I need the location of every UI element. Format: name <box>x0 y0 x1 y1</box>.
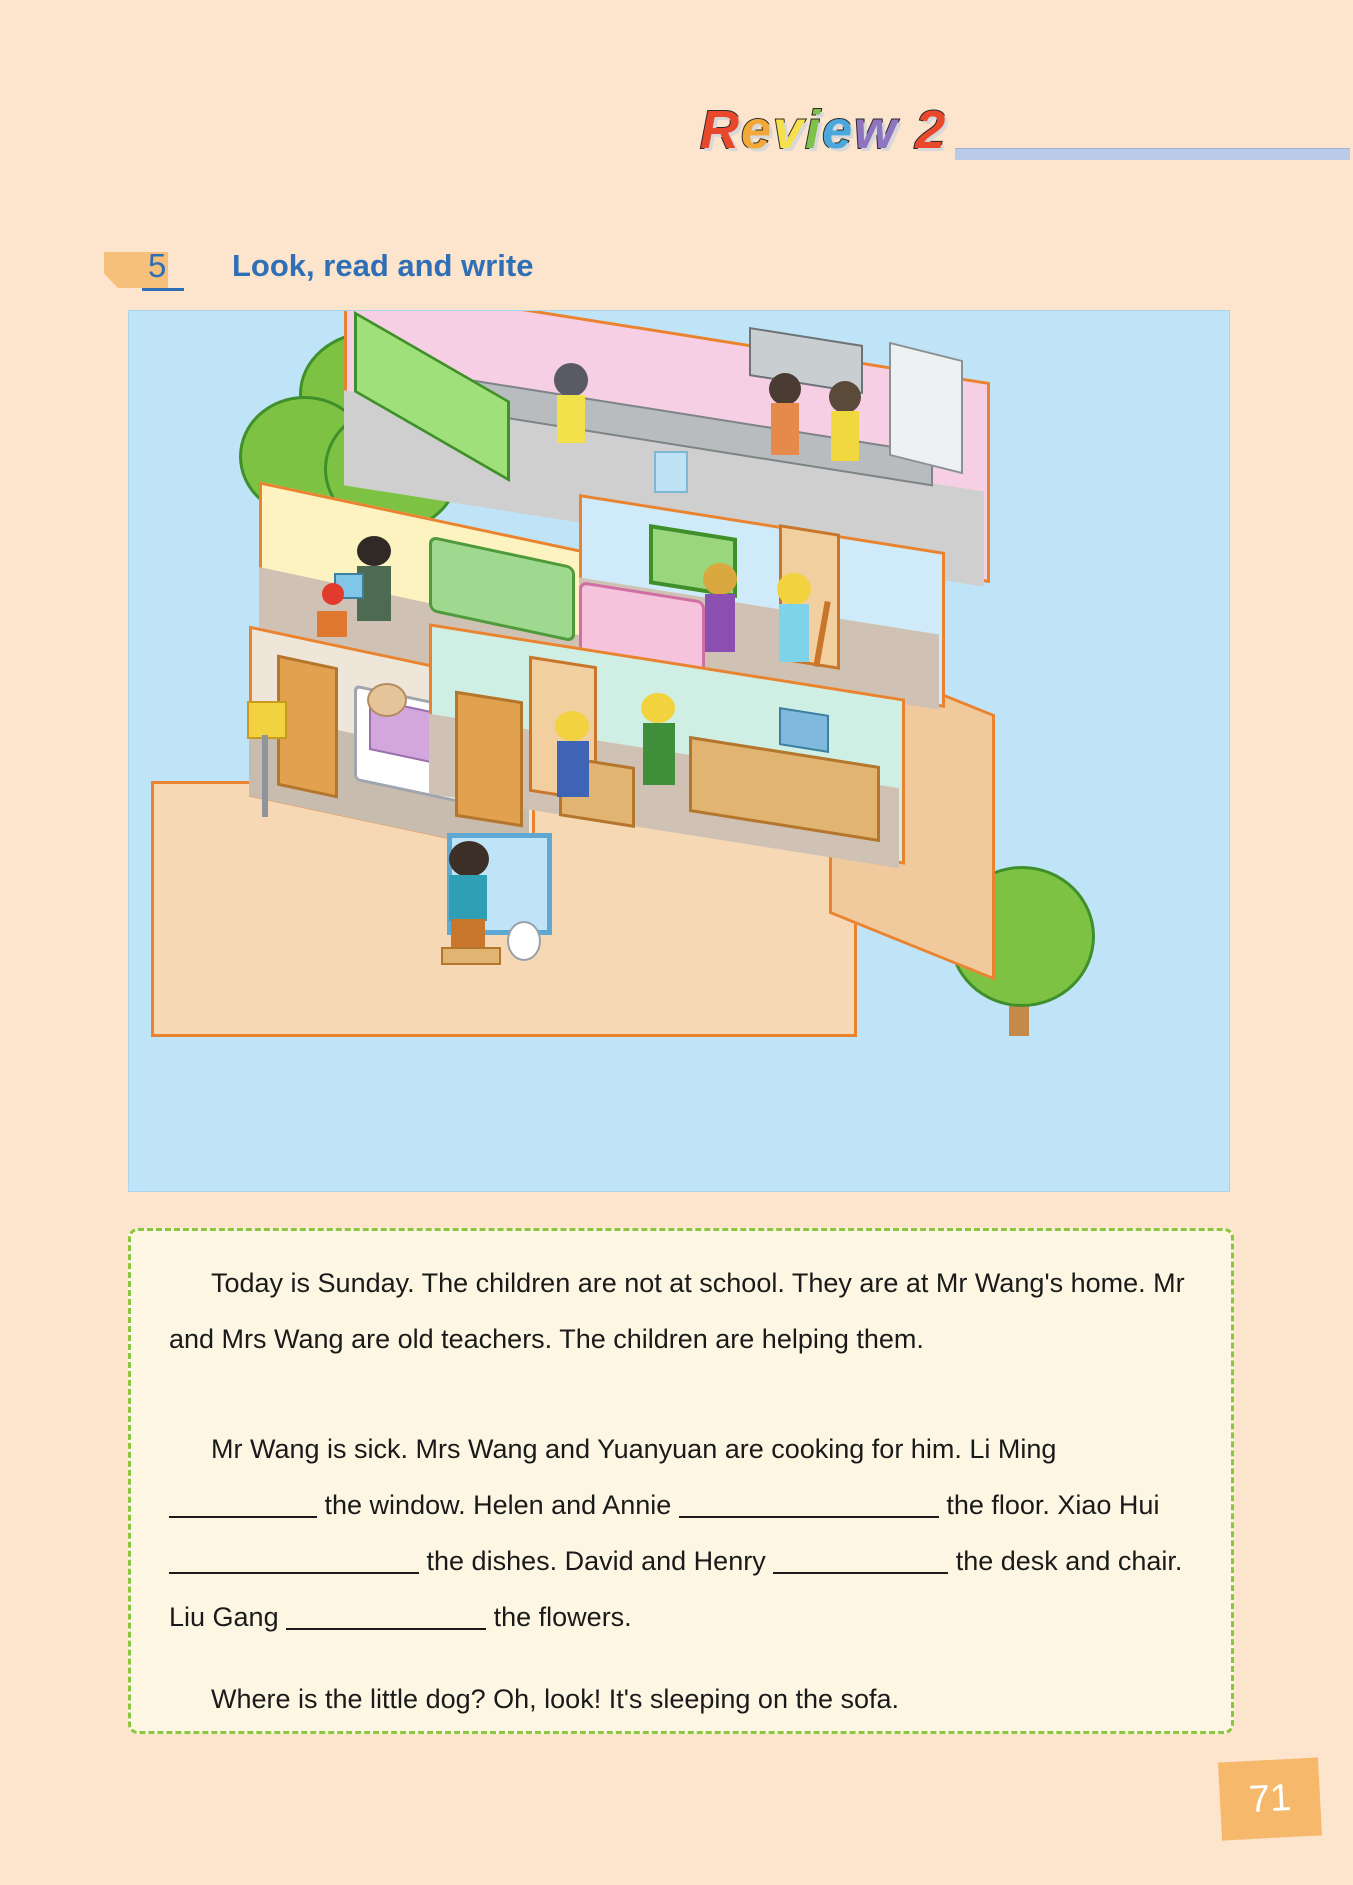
illustration <box>128 310 1230 1192</box>
person-yuanyuan-head <box>829 381 861 413</box>
stool <box>441 947 501 965</box>
page-number-tab <box>1218 1757 1322 1840</box>
flower-vase-kitchen <box>654 451 688 493</box>
person-henry-head <box>641 693 675 723</box>
person-mrs-wang-body <box>771 403 799 455</box>
person-xiaohui-body <box>557 395 585 443</box>
person-helen-head <box>703 563 737 595</box>
person-li-ming-legs <box>451 919 485 949</box>
paragraph-3-text: Where is the little dog? Oh, look! It's sleeping on the sofa. <box>211 1684 900 1714</box>
desk-lamp <box>779 707 829 753</box>
answer-blank-1[interactable] <box>169 1486 317 1518</box>
task-number: 5 <box>148 247 167 284</box>
refrigerator <box>889 342 963 474</box>
task-title: Look, read and write <box>232 248 534 283</box>
answer-blank-3[interactable] <box>169 1542 419 1574</box>
passage-paragraph-3 <box>169 1671 1189 1727</box>
person-xiaohui-washing-dishes <box>554 363 588 397</box>
person-annie-head <box>777 573 811 605</box>
page-title: Review 2 <box>700 100 948 160</box>
floor-lamp <box>247 701 287 739</box>
person-henry-body <box>643 723 675 785</box>
person-mrs-wang-head <box>769 373 801 405</box>
passage-paragraph-2 <box>169 1421 1189 1645</box>
flower-red <box>322 583 344 605</box>
paragraph-2-segment-e: the desk and chair. Liu Gang <box>169 1546 1183 1632</box>
bookshelf <box>455 691 523 828</box>
cat-white <box>507 921 541 961</box>
paragraph-2-segment-b: the window. Helen and Annie <box>324 1490 672 1520</box>
person-david-body <box>557 741 589 797</box>
task-number-underline <box>142 288 184 291</box>
paragraph-2-segment-c: the floor. Xiao Hui <box>946 1490 1160 1520</box>
page-number: 71 <box>1247 1776 1293 1822</box>
paragraph-2-segment-a: Mr Wang is sick. Mrs Wang and Yuanyuan are cooking for him. Li Ming <box>211 1434 1057 1464</box>
person-li-ming-head <box>449 841 489 877</box>
person-li-ming-body <box>449 875 487 921</box>
paragraph-2-segment-f: the flowers. <box>493 1602 632 1632</box>
answer-blank-4[interactable] <box>773 1542 948 1574</box>
flower-pot-living <box>317 611 347 637</box>
person-mr-wang-head <box>367 683 407 717</box>
person-helen-body <box>705 594 735 652</box>
paragraph-1-text: Today is Sunday. The children are not at school. They are at Mr Wang's home. Mr and Mrs Wang are old teachers. The children are helping them. <box>169 1268 1185 1354</box>
paragraph-2-segment-d: the dishes. David and Henry <box>426 1546 766 1576</box>
person-liu-gang-head <box>357 536 391 566</box>
floor-lamp-pole <box>262 735 268 817</box>
answer-blank-5[interactable] <box>286 1598 486 1630</box>
answer-blank-2[interactable] <box>679 1486 939 1518</box>
reading-passage <box>128 1228 1234 1734</box>
person-david-head <box>555 711 589 741</box>
passage-paragraph-1 <box>169 1255 1189 1367</box>
person-yuanyuan-body <box>831 411 859 461</box>
person-annie-body <box>779 604 809 662</box>
